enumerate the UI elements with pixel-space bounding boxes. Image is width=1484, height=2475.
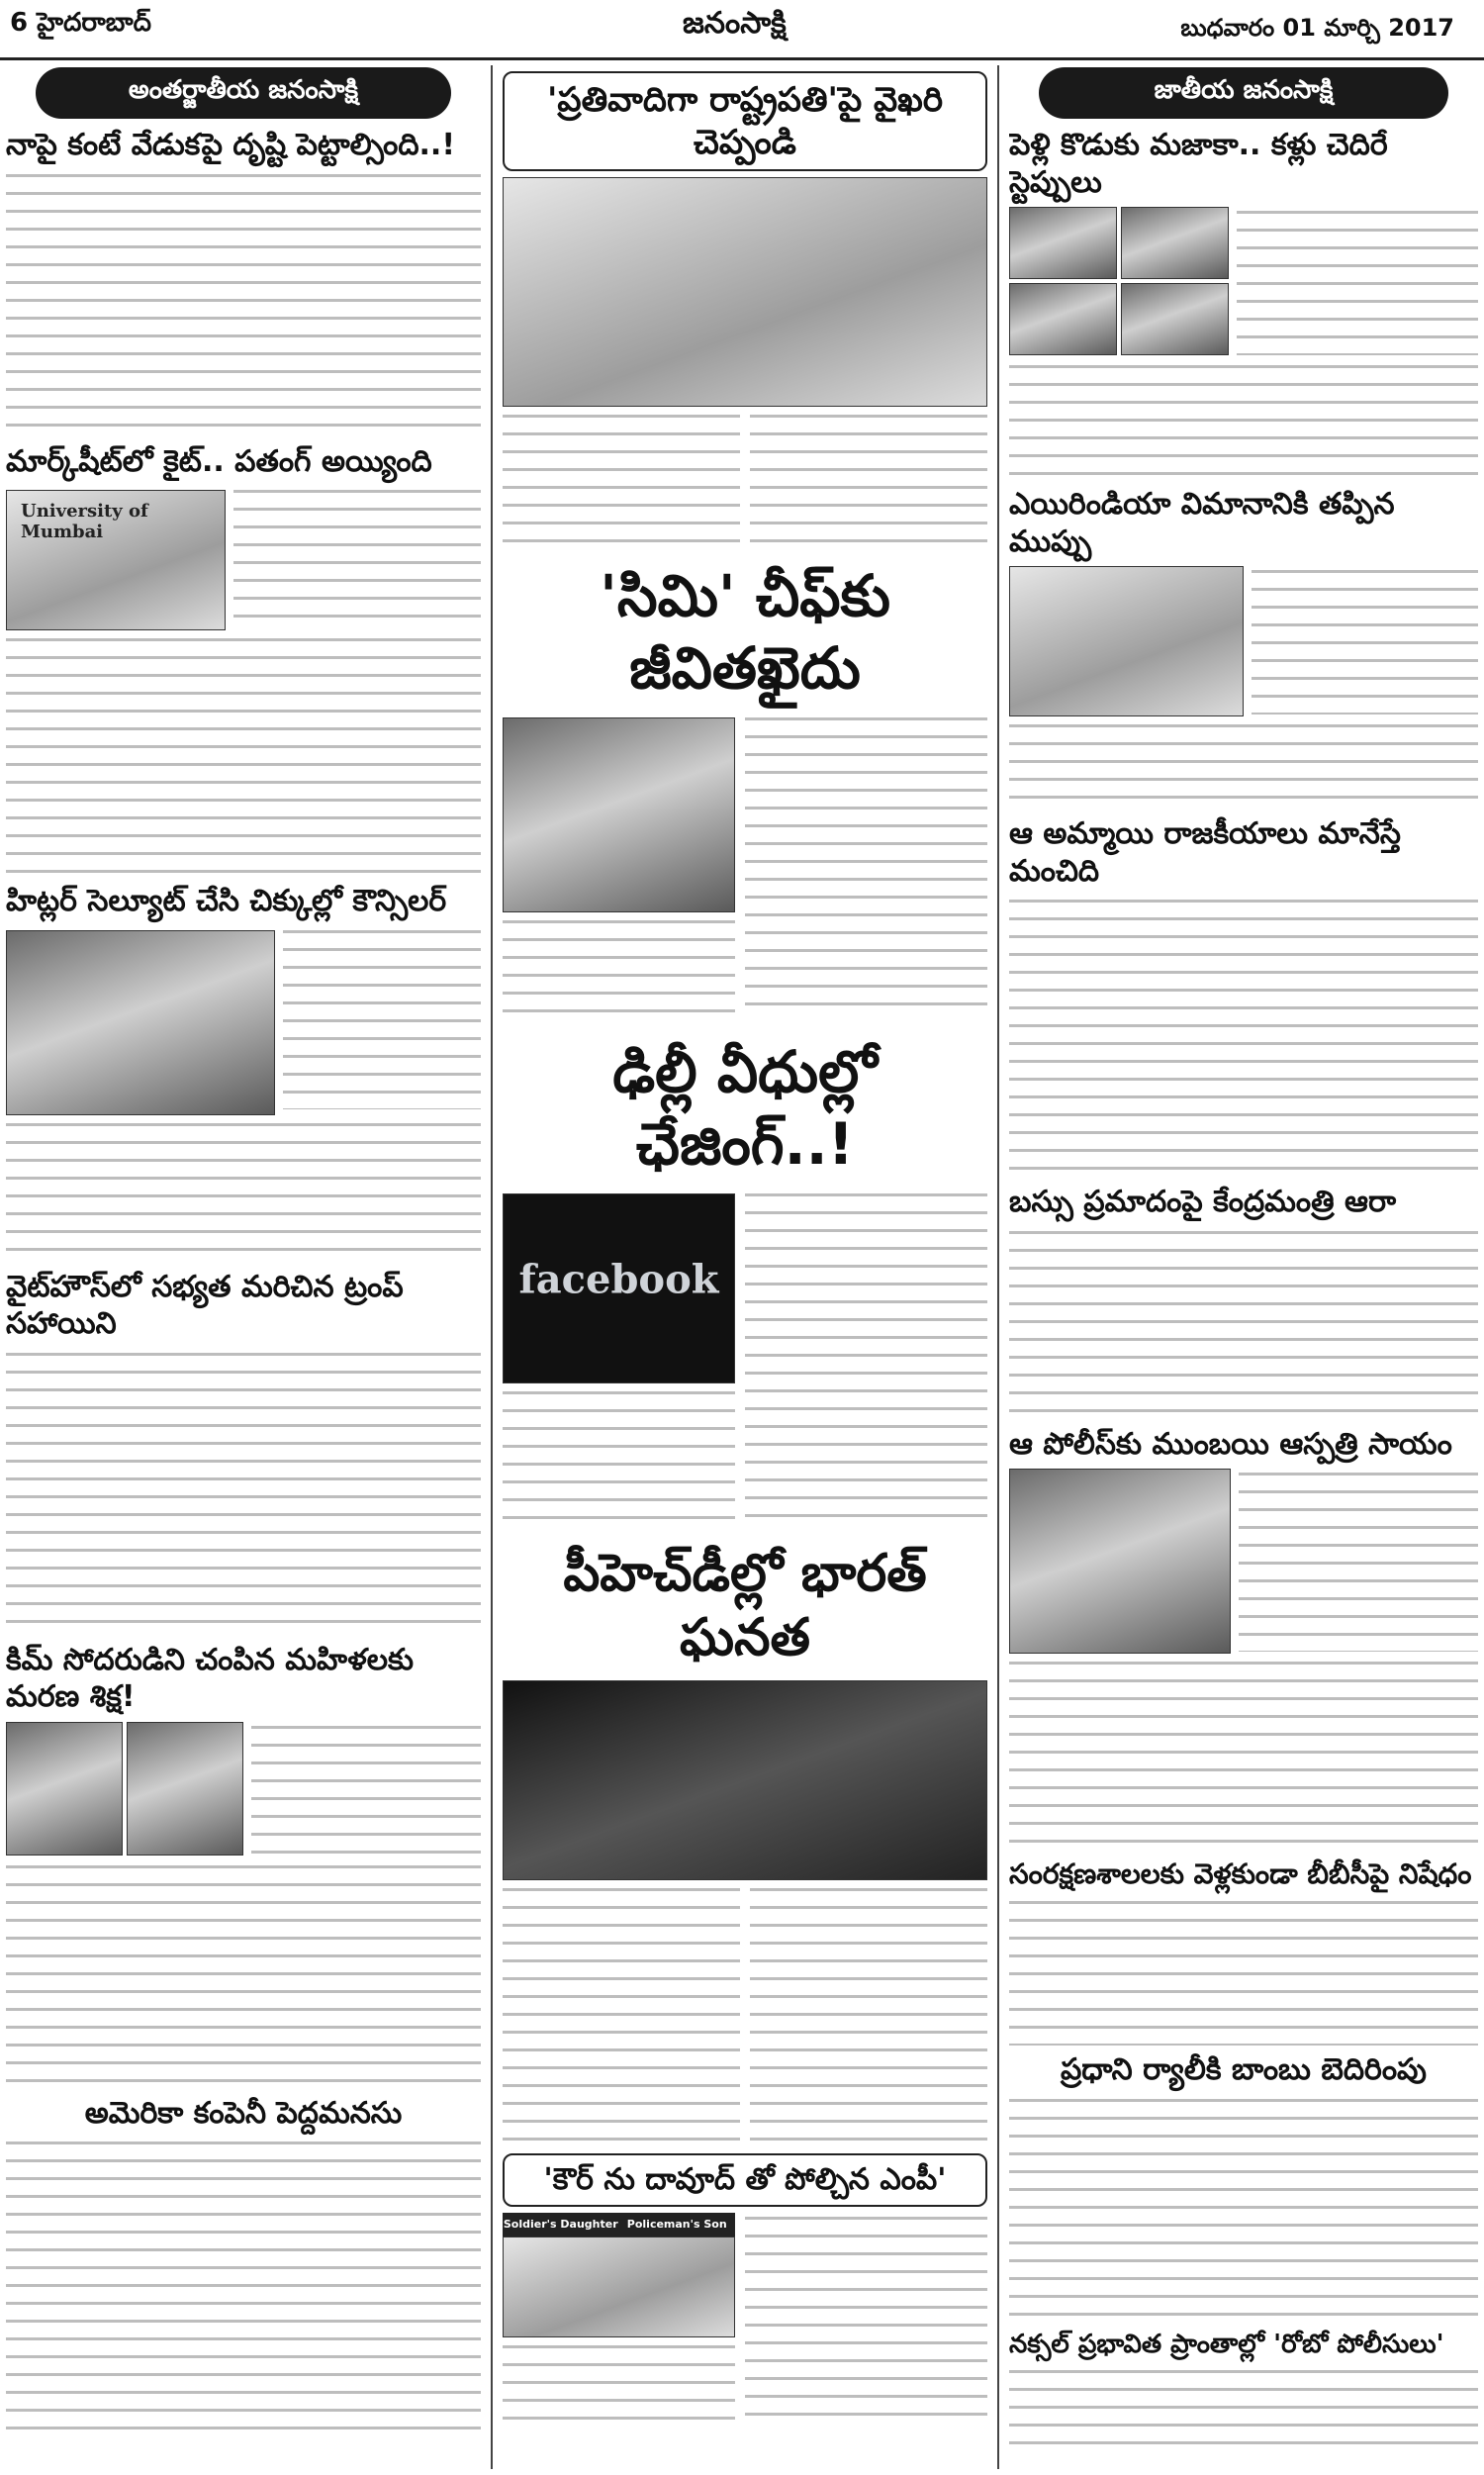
- facebook-photo: [503, 1193, 735, 1383]
- caption-soldiers-daughter: Soldier's Daughter: [503, 2217, 618, 2231]
- article-body: [1009, 720, 1478, 809]
- headline-air-india-escape[interactable]: ఎయిరిండియా విమానానికి తప్పిన ముప్పు: [1009, 487, 1395, 559]
- masthead: [0, 0, 1484, 60]
- air-india-plane-photo: [1009, 566, 1244, 716]
- high-court-photo: [503, 177, 987, 407]
- article-body: [503, 411, 740, 544]
- headline-president-respondent[interactable]: 'ప్రతివాదిగా రాష్ట్రపతి'పై వైఖరి చెప్పండి: [503, 71, 987, 171]
- national-column: [1009, 65, 1478, 2469]
- article-body: [6, 634, 481, 877]
- headline-kaur-dawood[interactable]: 'కౌర్ ను దావూద్ తో పోల్చిన ఎంపీ': [503, 2153, 987, 2207]
- column-divider: [491, 65, 493, 2469]
- marksheet-university-title: University of Mumbai: [21, 501, 148, 542]
- center-column: [503, 65, 987, 2469]
- headline-hitler-salute[interactable]: హిట్లర్ సెల్యూట్ చేసి చిక్కుల్లో కౌన్సిలర్: [6, 884, 447, 918]
- article-body: [503, 2341, 735, 2430]
- marksheet-photo: [6, 490, 226, 630]
- headline-marksheet-kite[interactable]: మార్క్‌షీట్‌లో కైట్.. పతంగ్ అయ్యింది: [6, 443, 432, 479]
- article-body: [6, 1861, 481, 2089]
- article-body: [750, 411, 987, 544]
- paper-name: జనంసాక్షి: [683, 6, 787, 41]
- section-banner-international: అంతర్జాతీయ జనంసాక్షి: [36, 67, 451, 119]
- article-body: [745, 714, 987, 1010]
- article-body: [1009, 1227, 1478, 1420]
- headline-groom-dance[interactable]: పెళ్లి కొడుకు మజాకా.. కళ్లు చెదిరే స్టెప్పులు: [1009, 128, 1388, 200]
- article-body: [1009, 2095, 1478, 2323]
- council-chamber-photo: [6, 930, 275, 1115]
- column-divider: [997, 65, 999, 2469]
- section-banner-national: జాతీయ జనంసాక్షి: [1039, 67, 1448, 119]
- facebook-logo-text: facebook: [518, 1256, 719, 1302]
- headline-kim-brother-death-sentence[interactable]: కిమ్ సోదరుడిని చంపిన మహిళలకు మరణ శిక్ష!: [6, 1642, 415, 1714]
- policeman-photo: [1009, 1469, 1231, 1654]
- international-column: [6, 65, 481, 2469]
- article-body: [503, 1884, 740, 2142]
- dance-photo: [1009, 283, 1117, 355]
- graduates-photo: [503, 1680, 987, 1880]
- article-body: [503, 1387, 735, 1526]
- headline-bbc-ban[interactable]: సంరక్షణశాలలకు వెళ్లకుండా బీబీసీపై నిషేధం: [1009, 1857, 1472, 1890]
- article-body: [6, 1349, 481, 1636]
- article-body: [1239, 1469, 1478, 1652]
- headline-simi-chief-life-sentence[interactable]: 'సిమి' చీఫ్‌కు జీవితఖైదు: [600, 562, 890, 702]
- groom-dance-photos: [1009, 207, 1229, 355]
- article-body: [745, 1190, 987, 1521]
- dance-photo: [1009, 207, 1117, 279]
- headline-trump-event[interactable]: నాపై కంటే వేడుకపై దృష్టి పెట్టాల్సింది..!: [6, 128, 456, 162]
- headline-india-phd[interactable]: పీహెచ్‌డీల్లో భారత్ ఘనత: [563, 1544, 927, 1667]
- article-body: [1009, 2366, 1478, 2455]
- article-body: [6, 170, 481, 437]
- photo-captions-bar: [503, 2213, 735, 2237]
- article-body: [1009, 1658, 1478, 1851]
- caption-policemans-son: Policeman's Son: [626, 2217, 727, 2231]
- headline-whitehouse-aide[interactable]: వైట్‌హౌస్‌లో సభ్యత మరిచిన ట్రంప్ సహాయిని: [6, 1269, 404, 1341]
- headline-girl-quit-politics[interactable]: ఆ అమ్మాయి రాజకీయాలు మానేస్తే మంచిది: [1009, 816, 1401, 889]
- comparison-photo: [503, 2237, 735, 2337]
- article-body: [6, 2138, 481, 2434]
- simi-chief-photo: [503, 717, 735, 912]
- headline-police-hospital-help[interactable]: ఆ పోలీస్‌కు ముంబయి ఆస్పత్రి సాయం: [1009, 1426, 1452, 1462]
- headline-robot-police[interactable]: నక్సల్ ప్రభావిత ప్రాంతాల్లో 'రోబో పోలీసులు': [1009, 2329, 1444, 2359]
- article-body: [1009, 896, 1478, 1178]
- article-body: [503, 916, 735, 1020]
- headline-minister-bus-accident[interactable]: బస్సు ప్రమాదంపై కేంద్రమంత్రి ఆరా: [1009, 1185, 1397, 1219]
- article-body: [283, 926, 481, 1109]
- headline-pm-rally-bomb[interactable]: ప్రధాని ర్యాలీకి బాంబు బెదిరింపు: [1060, 2052, 1428, 2087]
- dance-photo: [1121, 283, 1229, 355]
- headline-delhi-chasing[interactable]: ఢిల్లీ వీధుల్లో ఛేజింగ్..!: [612, 1038, 878, 1178]
- article-body: [1009, 1897, 1478, 2046]
- article-body: [1009, 361, 1478, 480]
- issue-date: బుధవారం 01 మార్చి 2017: [1180, 14, 1454, 42]
- accused-women-photos: [6, 1722, 243, 1856]
- article-body: [6, 1119, 481, 1263]
- article-body: [1237, 207, 1478, 355]
- accused-photo: [127, 1722, 243, 1856]
- headline-american-company[interactable]: అమెరికా కంపెనీ పెద్దమనసు: [84, 2095, 403, 2131]
- article-body: [233, 486, 481, 624]
- article-body: [745, 2213, 987, 2430]
- article-body: [750, 1884, 987, 2142]
- article-body: [1252, 566, 1478, 714]
- dance-photo: [1121, 207, 1229, 279]
- accused-photo: [6, 1722, 123, 1856]
- page-city: 6 హైదరాబాద్: [10, 8, 151, 38]
- article-body: [251, 1722, 481, 1856]
